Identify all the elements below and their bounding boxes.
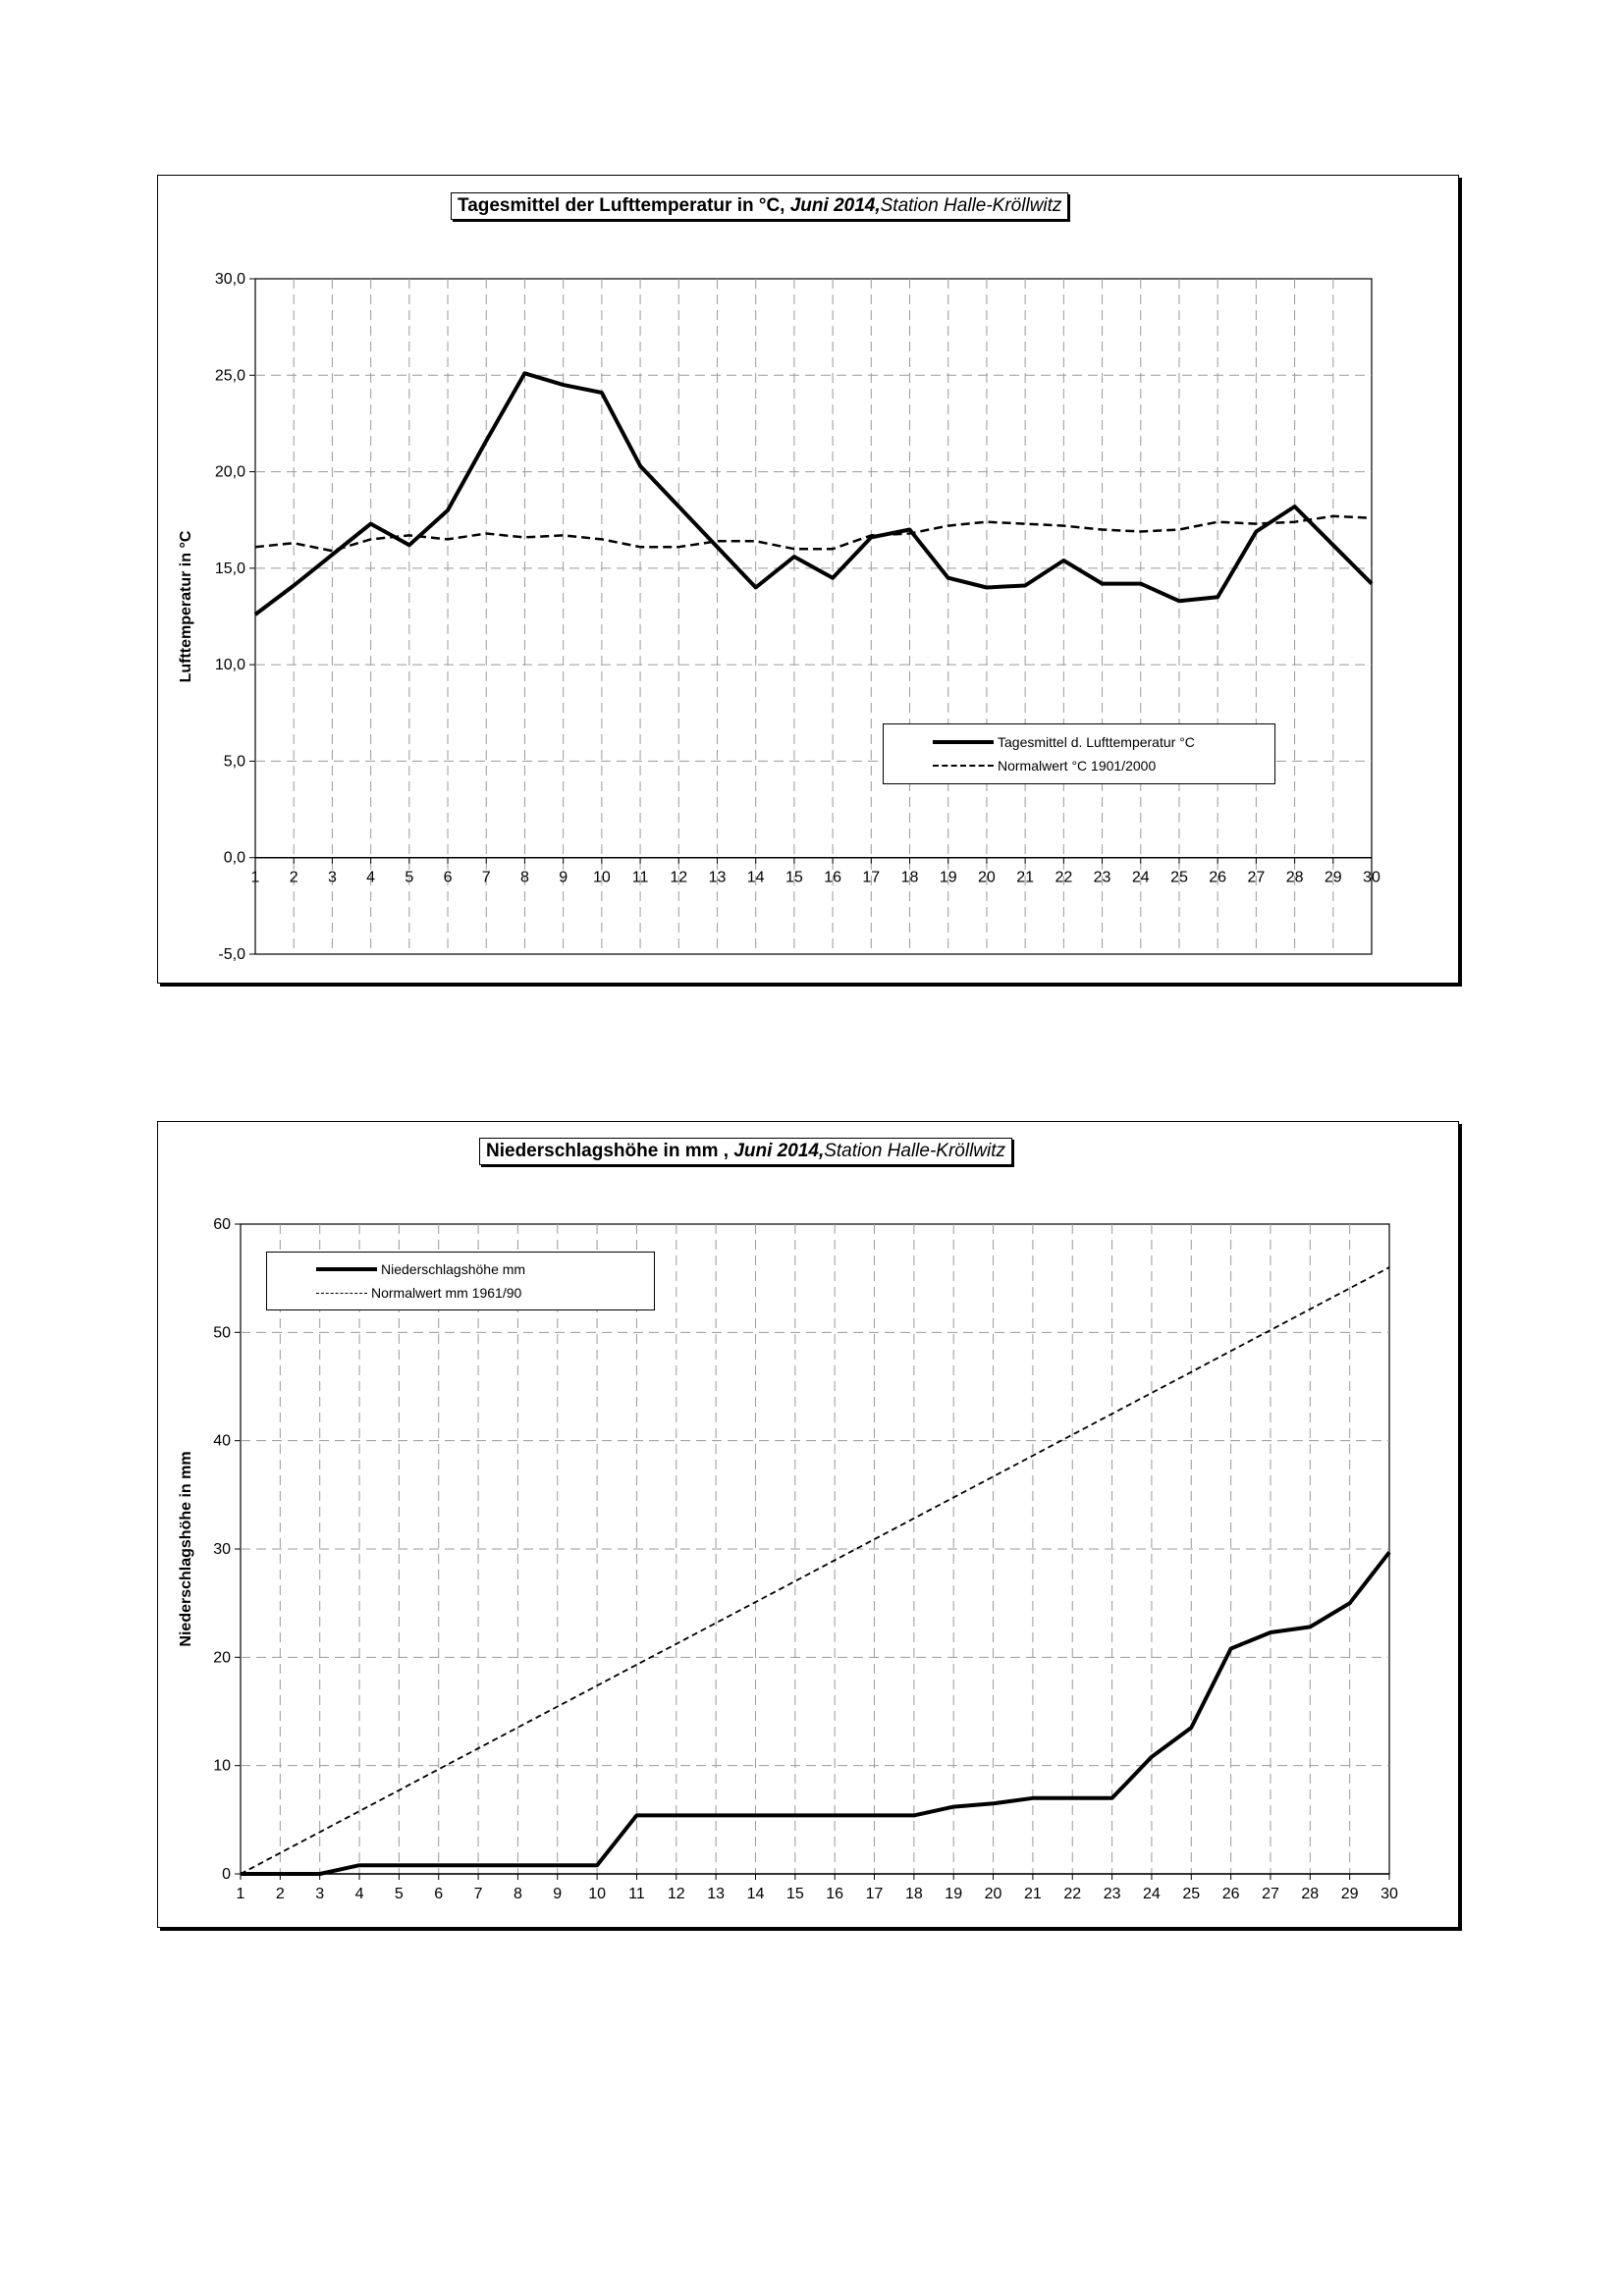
x-tick-label: 11 [631,869,649,886]
y-axis-title: Lufttemperatur in °C [178,530,194,683]
x-tick-label: 21 [1016,869,1035,886]
x-tick-label: 2 [289,869,298,886]
x-tick-label: 10 [588,1886,607,1902]
legend-label: Tagesmittel d. Lufttemperatur °C [998,734,1195,750]
x-tick-label: 16 [826,1886,844,1902]
legend-entry [884,754,1274,777]
y-tick-label: 10 [213,1757,231,1775]
y-tick-label: 30 [213,1541,231,1558]
x-tick-label: 8 [519,869,529,886]
x-tick-label: 24 [1131,869,1150,886]
x-tick-label: 25 [1170,869,1188,886]
x-tick-label: 14 [746,1886,765,1902]
x-tick-label: 6 [443,869,453,886]
legend-entry [267,1281,654,1305]
chart-title-part-c: Station Halle-Kröllwitz [824,1141,1006,1161]
x-tick-label: 17 [862,869,881,886]
x-tick-label: 4 [366,869,376,886]
x-tick-label: 13 [708,869,727,886]
y-tick-label: 0 [222,1866,231,1883]
x-tick-label: 1 [236,1886,245,1902]
x-tick-label: 16 [824,869,842,886]
y-tick-label: 30,0 [214,271,245,288]
plot-area [255,279,1372,954]
y-tick-label: -5,0 [218,946,245,963]
x-tick-label: 14 [746,869,765,886]
chart-legend [883,723,1275,784]
x-tick-label: 25 [1182,1886,1201,1902]
chart-title-part-b: Juni 2014, [789,195,881,216]
x-tick-label: 2 [275,1886,285,1902]
x-tick-label: 12 [670,869,688,886]
x-tick-label: 27 [1247,869,1266,886]
x-tick-label: 23 [1093,869,1111,886]
x-tick-label: 21 [1023,1886,1042,1902]
x-tick-label: 19 [945,1886,963,1902]
y-tick-label: 25,0 [214,367,245,385]
x-tick-label: 30 [1380,1886,1398,1902]
y-tick-label: 15,0 [214,560,245,577]
y-tick-label: 50 [213,1324,231,1342]
x-tick-label: 15 [785,1886,804,1902]
x-tick-label: 26 [1209,869,1227,886]
legend-swatch-dashed [933,765,994,767]
x-tick-label: 19 [939,869,957,886]
chart-title-part-b: Juni 2014, [733,1141,825,1161]
y-tick-label: 10,0 [214,657,245,674]
x-tick-label: 5 [405,869,414,886]
x-tick-label: 3 [315,1886,325,1902]
y-tick-label: 5,0 [223,753,245,771]
legend-swatch-solid [933,740,994,744]
x-tick-label: 22 [1055,869,1073,886]
x-tick-label: 24 [1143,1886,1161,1902]
x-tick-label: 17 [865,1886,884,1902]
x-tick-label: 27 [1262,1886,1279,1902]
y-tick-label: 60 [213,1216,231,1233]
precipitation-plot [158,1122,1460,1929]
x-tick-label: 20 [984,1886,1002,1902]
chart-title-part-c: Station Halle-Kröllwitz [880,195,1062,216]
legend-entry [267,1257,654,1281]
temperature-plot [158,176,1460,985]
x-tick-label: 7 [481,869,491,886]
y-axis-title: Niederschlagshöhe in mm [178,1451,194,1647]
y-tick-label: 0,0 [223,849,245,867]
x-tick-label: 6 [434,1886,444,1902]
x-tick-label: 26 [1221,1886,1240,1902]
x-tick-label: 18 [900,869,919,886]
x-tick-label: 15 [784,869,803,886]
x-tick-label: 9 [553,1886,563,1902]
legend-swatch-dotted [316,1293,367,1294]
x-tick-label: 8 [513,1886,522,1902]
x-tick-label: 7 [473,1886,483,1902]
temperature-chart [157,175,1459,984]
x-tick-label: 18 [904,1886,923,1902]
legend-swatch-solid [316,1267,377,1271]
x-tick-label: 5 [394,1886,404,1902]
x-tick-label: 10 [592,869,611,886]
x-tick-label: 22 [1063,1886,1082,1902]
x-tick-label: 3 [327,869,337,886]
x-tick-label: 9 [559,869,568,886]
x-tick-label: 28 [1285,869,1304,886]
x-tick-label: 29 [1324,869,1342,886]
y-tick-label: 20 [213,1649,231,1667]
y-tick-label: 40 [213,1432,231,1450]
chart-legend [266,1252,655,1310]
x-tick-label: 12 [667,1886,685,1902]
chart-title-part-a: Tagesmittel der Lufttemperatur in °C, [458,195,790,216]
y-tick-label: 20,0 [214,463,245,481]
chart-title-part-a: Niederschlagshöhe in mm , [486,1141,734,1161]
legend-entry [884,730,1274,754]
x-tick-label: 4 [354,1886,364,1902]
legend-label: Normalwert mm 1961/90 [371,1285,522,1301]
x-tick-label: 11 [628,1886,645,1902]
x-tick-label: 20 [978,869,996,886]
x-tick-label: 28 [1301,1886,1320,1902]
x-tick-label: 1 [250,869,260,886]
precipitation-chart [157,1121,1459,1928]
legend-label: Niederschlagshöhe mm [381,1261,526,1277]
x-tick-label: 30 [1363,869,1380,886]
x-tick-label: 13 [707,1886,726,1902]
x-tick-label: 23 [1103,1886,1121,1902]
legend-label: Normalwert °C 1901/2000 [998,758,1157,774]
x-tick-label: 29 [1340,1886,1359,1902]
